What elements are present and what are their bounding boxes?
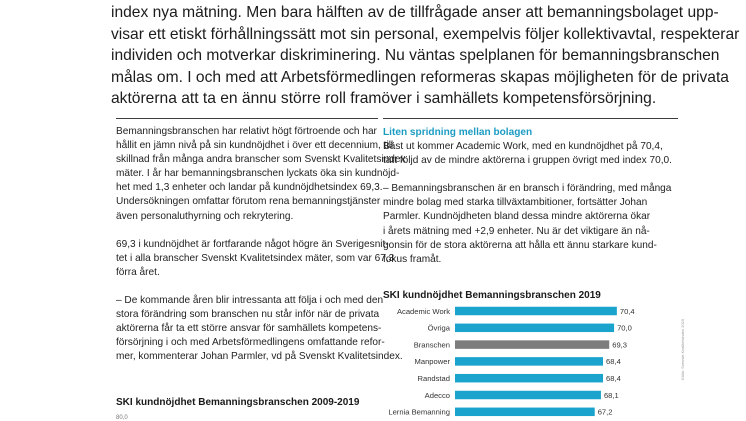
text-line: aktörerna får ta ett större ansvar för samhällets kompetens- bbox=[116, 323, 382, 335]
text-line: 69,3 i kundnöjdhet är fortfarande något högre än Sverigesnit- bbox=[116, 238, 389, 250]
bar bbox=[455, 307, 617, 316]
bar-value-label: 70,0 bbox=[617, 323, 632, 333]
paragraph bbox=[116, 125, 406, 224]
paragraph bbox=[116, 238, 395, 280]
left-divider bbox=[116, 118, 378, 119]
history-chart-title: SKI kundnöjdhet Bemanningsbranschen 2009-2019 bbox=[116, 397, 360, 408]
paragraph bbox=[116, 294, 403, 364]
text-line: förra året. bbox=[116, 266, 160, 278]
text-line: i årets mätning med +2,9 enheter. Nu är det viktigare än nå- bbox=[383, 225, 650, 237]
bar-value-label: 68,1 bbox=[603, 390, 619, 400]
text-line: tätt följd av de mindre aktörerna i gruppen övrigt med index 70,0. bbox=[383, 155, 672, 167]
bar bbox=[455, 340, 609, 349]
text-line: tet i alla branscher Svenskt Kvalitetsindex mäter, som var 67,3 bbox=[116, 252, 395, 264]
bar-category-label: Academic Work bbox=[396, 306, 450, 316]
paragraph bbox=[383, 140, 672, 168]
history-chart-axis-label: 80,0 bbox=[116, 415, 128, 421]
intro-line: visar ett etiskt förhållningssätt mot sin personal, exempelvis följer kollektivavtal, respekterar bbox=[111, 25, 740, 43]
bar-chart bbox=[383, 302, 683, 419]
section-heading: Liten spridning mellan bolagen bbox=[383, 127, 533, 138]
bar-category-label: Branschen bbox=[413, 340, 450, 350]
text-line: även personaluthyrning och rekrytering. bbox=[116, 210, 294, 222]
text-line: het med 1,3 enheter och landar på kundnöjdhetsindex 69,3. bbox=[116, 182, 383, 194]
right-column bbox=[383, 126, 672, 267]
bar-chart-title: SKI kundnöjdhet Bemanningsbranschen 2019 bbox=[383, 290, 601, 301]
bar-category-label: Övriga bbox=[427, 323, 450, 333]
intro-line: individen och motverkar diskriminering. Nu väntas spelplanen för bemanningsbranschen bbox=[111, 47, 720, 65]
text-line: Undersökningen omfattar förutom rena bemanningstjänster bbox=[116, 196, 381, 208]
text-line: Bäst ut kommer Academic Work, med en kundnöjdhet på 70,4, bbox=[383, 141, 663, 153]
text-line: mindre bolag med starka tillväxtambitioner, fortsätter Johan bbox=[383, 197, 648, 209]
text-line: mäter. I år har bemanningsbranschen lyckats öka sin kundnöjd- bbox=[116, 168, 400, 180]
bar bbox=[455, 408, 595, 417]
bar-category-label: Manpower bbox=[414, 357, 450, 367]
text-line: skillnad från många andra branscher som Svenskt Kvalitetsindex bbox=[116, 154, 406, 166]
left-column bbox=[116, 125, 406, 364]
text-line: – Bemanningsbranschen är en bransch i förändring, med många bbox=[383, 183, 672, 195]
text-line: Bemanningsbranschen har relativt högt förtroende och har bbox=[116, 126, 377, 137]
bar-value-label: 67,2 bbox=[597, 407, 613, 417]
bar bbox=[455, 391, 601, 400]
text-line: stora förändring som branschen nu står inför när de privata bbox=[116, 309, 380, 321]
bar bbox=[455, 374, 603, 383]
bar bbox=[455, 357, 603, 366]
text-line: fokus framåt. bbox=[383, 253, 442, 265]
intro-line: målas om. I och med att Arbetsförmedlingen reformeras skapas möjligheten för de privata bbox=[111, 68, 729, 86]
bar-category-label: Adecco bbox=[424, 390, 450, 400]
text-line: mer, kommenterar Johan Parmler, vd på Svenskt Kvalitetsindex. bbox=[116, 351, 403, 363]
bar-category-label: Lernia Bemanning bbox=[388, 407, 450, 417]
bar-value-label: 70,4 bbox=[619, 306, 635, 316]
text-line: – De kommande åren blir intressanta att följa i och med den bbox=[116, 294, 384, 306]
bar-value-label: 69,3 bbox=[612, 340, 628, 350]
bar-value-label: 68,4 bbox=[606, 357, 621, 367]
bar-category-label: Randstad bbox=[417, 374, 450, 383]
bar bbox=[455, 324, 614, 333]
text-line: försörjning i och med Arbetsförmedlingens omfattande refor- bbox=[116, 337, 385, 349]
chart-source-note: Källa: Svenskt Kvalitetsindex 2019 bbox=[680, 318, 685, 380]
text-line: hållit en jämn nivå på sin kundnöjdhet i över ett decennium, till bbox=[116, 140, 394, 152]
paragraph bbox=[383, 182, 672, 267]
text-line: gonsin för de stora aktörerna att hålla ett ännu starkare kund- bbox=[383, 239, 657, 251]
intro-paragraph bbox=[111, 2, 740, 110]
right-divider bbox=[383, 118, 678, 119]
bar-value-label: 68,4 bbox=[606, 374, 621, 383]
intro-line: index nya mätning. Men bara hälften av de tillfrågade anser att bemanningsbolaget upp- bbox=[111, 4, 719, 21]
intro-line: aktörerna att ta en ännu större roll framöver i samhällets kompetensförsörjning. bbox=[111, 90, 657, 108]
text-line: Parmler. Kundnöjdheten bland dessa mindre aktörerna ökar bbox=[383, 211, 651, 223]
